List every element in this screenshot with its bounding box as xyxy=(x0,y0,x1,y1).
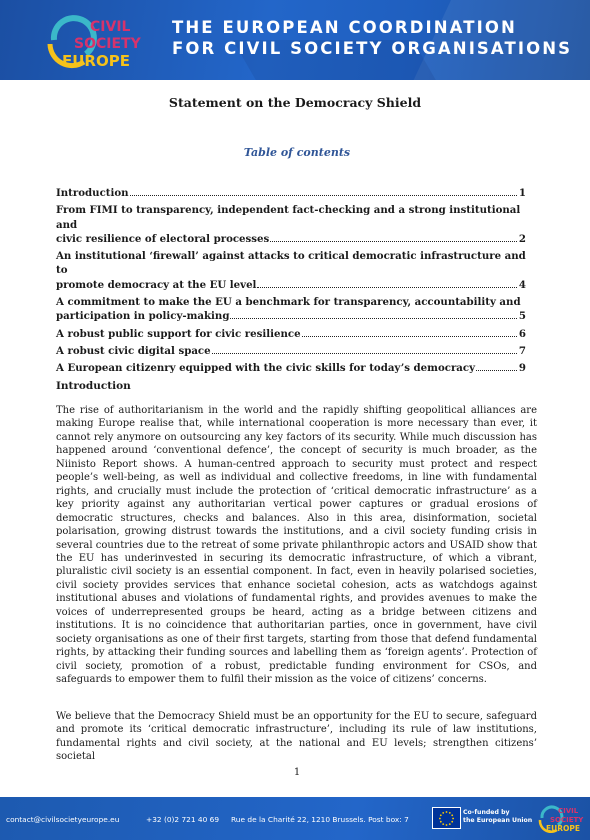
toc-dot-leader xyxy=(476,370,517,371)
footer-email[interactable]: contact@civilsocietyeurope.eu xyxy=(6,815,120,824)
organisation-title-line1: THE EUROPEAN COORDINATION xyxy=(172,18,517,37)
toc-entry-title: A robust public support for civic resilience xyxy=(56,327,301,340)
organisation-title-line2: FOR CIVIL SOCIETY ORGANISATIONS xyxy=(172,39,573,58)
toc-dot-leader xyxy=(270,241,517,242)
toc-heading: Table of contents xyxy=(243,146,351,159)
toc-entry-title: An institutional ‘firewall’ against attacks to critical democratic infrastructure and to xyxy=(56,250,526,277)
logo-small-word-civil: CIVIL xyxy=(558,807,579,815)
civil-society-europe-logo-small xyxy=(536,802,584,834)
toc-entry-title: A commitment to make the EU a benchmark for transparency, accountability and xyxy=(56,296,521,309)
toc-entry-title: A European citizenry equipped with the civic skills for today’s democracy xyxy=(56,362,476,375)
toc-page-number: 6 xyxy=(518,327,526,340)
header-banner xyxy=(0,0,590,80)
toc-dot-leader xyxy=(302,336,517,337)
toc-entry-title: A robust civic digital space xyxy=(56,344,211,357)
civil-society-europe-logo xyxy=(40,10,150,70)
toc-entry-benchmark[interactable] xyxy=(56,295,538,324)
table-of-contents xyxy=(56,186,538,379)
toc-entry-title: From FIMI to transparency, independent fact-checking and a strong institutional and xyxy=(56,204,521,231)
toc-entry-title-cont: promote democracy at the EU level xyxy=(56,278,257,291)
footer-phone: +32 (0)2 721 40 69 xyxy=(146,815,220,824)
toc-entry-firewall[interactable] xyxy=(56,249,538,292)
document-title: Statement on the Democracy Shield xyxy=(168,95,422,110)
toc-entry-title: Introduction xyxy=(56,187,129,199)
toc-entry-title-cont: participation in policy-making xyxy=(56,310,230,323)
toc-entry-civic-resilience[interactable] xyxy=(56,327,538,341)
toc-entry-title-cont: civic resilience of electoral processes xyxy=(56,232,270,245)
body-paragraph: We believe that the Democracy Shield must be an opportunity for the EU to secure, safeguard and promote its ‘critical democratic infrastructure’, including its rule of law institutions, fundamental rights and civil society, at the national and EU levels; strengthen citizens’ societal xyxy=(56,711,537,763)
toc-entry-fimi[interactable] xyxy=(56,203,538,246)
footer-bar xyxy=(0,797,590,840)
toc-page-number: 1 xyxy=(518,187,526,199)
toc-dot-leader xyxy=(257,287,516,288)
eu-funding-label xyxy=(463,809,532,825)
toc-page-number: 2 xyxy=(518,232,526,245)
toc-dot-leader xyxy=(212,353,517,354)
toc-entry-introduction[interactable] xyxy=(56,186,538,200)
eu-funding-line2: the European Union xyxy=(463,817,533,824)
logo-word-society: SOCIETY xyxy=(74,36,141,52)
toc-entry-digital-space[interactable] xyxy=(56,344,538,358)
toc-entry-civic-skills[interactable] xyxy=(56,361,538,375)
page-number: 1 xyxy=(293,767,301,778)
toc-page-number: 5 xyxy=(518,310,526,323)
toc-page-number: 7 xyxy=(518,344,526,357)
eu-funding-line1: Co-funded by xyxy=(463,809,510,816)
toc-page-number: 9 xyxy=(518,362,526,375)
logo-small-word-society: SOCIETY xyxy=(550,816,584,824)
body-paragraph: The rise of authoritarianism in the world and the rapidly shifting geopolitical alliances are making Europe realise that, while international cooperation is more necessary than ever, it cannot rely anymore on outsourcing any key factors of its security. While much discussion has happened around ‘conventional defence’, the concept of security is much broader, as the Niinisto Report shows. A human-centred approach to security must protect and respect people’s well-being, as well as individual and collective freedoms, in line with fundamental rights, and crucially must include the protection of ‘critical democratic infrastructure’ as a key priority against any authoritarian vertical power captures or gradual erosions of democratic structures, checks and balances. Also in this area, disinformation, societal polarisation, growing distrust towards the institutions, and a civil society funding crisis in several countries due to the retreat of some private philanthropic actors and USAID show that the EU has underinvested in securing its democratic infrastructure, of which a vibrant, pluralistic civil society is an essential component. In fact, even in heavily polarised societies, civil society provides services that enhance societal cohesion, acts as watchdogs against institutional abuses and violations of fundamental rights, and provides avenues to make the voices of underrepresented groups be heard, acting as a bridge between citizens and institutions. It is no coincidence that authoritarian parties, once in government, have civil society organisations as one of their first targets, starting from those that defend fundamental rights, by attacking their funding sources and labelling them as ‘foreign agents’. Protection of civil society, promotion of a robust, predictable funding environment for CSOs, and safeguards to empower them to fulfil their mission as the voice of citizens’ concerns. xyxy=(56,405,537,686)
logo-word-civil: CIVIL xyxy=(90,19,131,35)
toc-dot-leader xyxy=(230,318,516,319)
eu-flag-icon xyxy=(432,807,461,829)
section-heading-introduction: Introduction xyxy=(56,380,131,392)
logo-word-europe: EUROPE xyxy=(62,52,130,70)
toc-page-number: 4 xyxy=(518,278,526,291)
organisation-title xyxy=(172,17,572,59)
toc-dot-leader xyxy=(130,195,517,196)
footer-address: Rue de la Charité 22, 1210 Brussels. Post box: 7 xyxy=(231,815,409,824)
logo-small-word-europe: EUROPE xyxy=(546,824,580,833)
